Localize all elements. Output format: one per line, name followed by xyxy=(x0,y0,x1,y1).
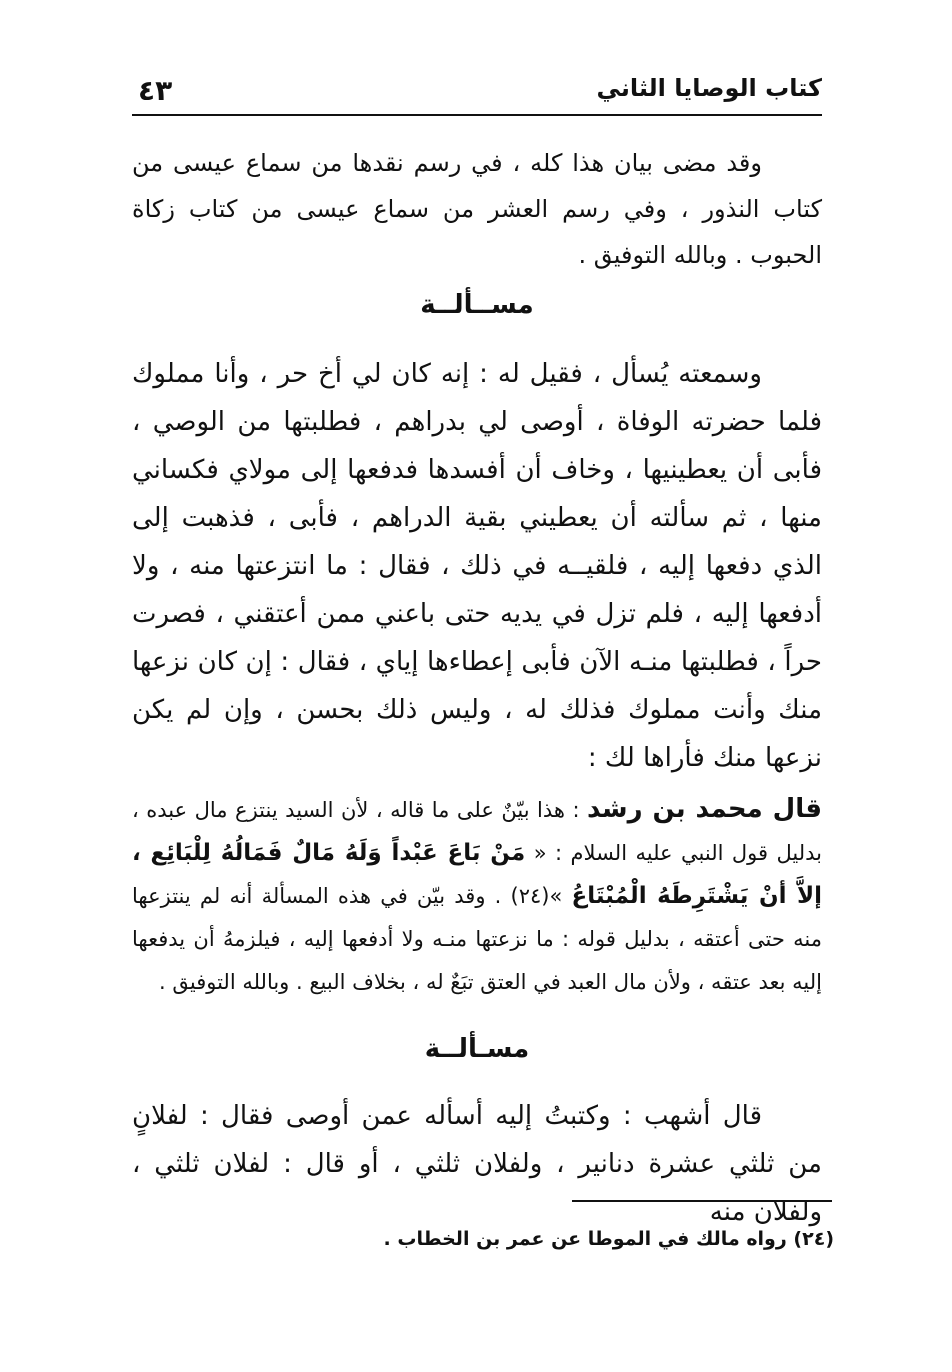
hadith-quote: مَنْ بَاعَ عَبْداً وَلَهُ مَالٌ فَمَالُهُ لِلْبَائِع ، إلاَّ أنْ يَشْتَرِطَهُ الْمُبْتَاعُ xyxy=(132,840,822,909)
section-heading-1: مســألــة xyxy=(420,290,534,320)
page-number: ٤٣ xyxy=(138,74,173,107)
running-title: كتاب الوصايا الثاني xyxy=(596,74,822,102)
section-heading-2: مسـألــة xyxy=(424,1034,530,1064)
footnote-divider xyxy=(572,1200,832,1202)
paragraph-ashhab: قال أشهب : وكتبتُ إليه أسأله عمن أوصى فقال : لفلانٍ من ثلثي عشرة دنانير ، ولفلان ثلثي ، أو قال : لفلان ثلثي ، ولفلان منه xyxy=(132,1101,822,1227)
paragraph-commentary xyxy=(132,788,822,1004)
commentary-text-2: »(٢٤) . وقد بيّن في هذه المسألة أنه لم ينتزعها منه حتى أعتقه ، بدليل قوله : ما نزعتها منـه ولا أدفعها إليه ، فيلزمهُ أن يدفعها إليه بعد عتقه ، ولأن مال العبد في العتق تبَعٌ له ، بخلاف البيع . وبالله التوفيق . xyxy=(132,884,822,994)
page-header xyxy=(132,62,822,116)
paragraph-question: وسمعته يُسأل ، فقيل له : إنه كان لي أخ حر ، وأنا مملوك فلما حضرته الوفاة ، أوصى لي بدراهم ، فطلبتها من الوصي ، فأبى أن يعطينيها ، وخاف أن أفسدها فدفعها إلى مولاي فكساني منها ، ثم سألته أن يعطيني بقية الدراهم ، فأبى ، فذهبت إلى الذي دفعها إليه ، فلقيــه في ذلك ، فقال : ما انتزعتها منه ، ولا أدفعها إليه ، فلم تزل في يديه حتى باعني ممن أعتقني ، فصرت حراً ، فطلبتها منـه الآن فأبى إعطاءها إياي ، فقال : إن كان نزعها منك وأنت مملوك فذلك له ، وليس ذلك بحسن ، وإن لم يكن نزعها منك فأراها لك : xyxy=(132,359,822,773)
commentary-text-1: : هذا بيّنٌ على ما قاله ، لأن السيد ينتزع مال عبده ، بدليل قول النبي عليه السلام : « xyxy=(132,798,822,865)
footnote: (٢٤) رواه مالك في الموطا عن عمر بن الخطاب . xyxy=(383,1228,834,1250)
commentary-lead: قال محمد بن رشد xyxy=(587,794,822,824)
paragraph-intro: وقد مضى بيان هذا كله ، في رسم نقدها من سماع عيسى من كتاب النذور ، وفي رسم العشر من سماع عيسى من كتاب زكاة الحبوب . وبالله التوفيق . xyxy=(132,149,822,269)
